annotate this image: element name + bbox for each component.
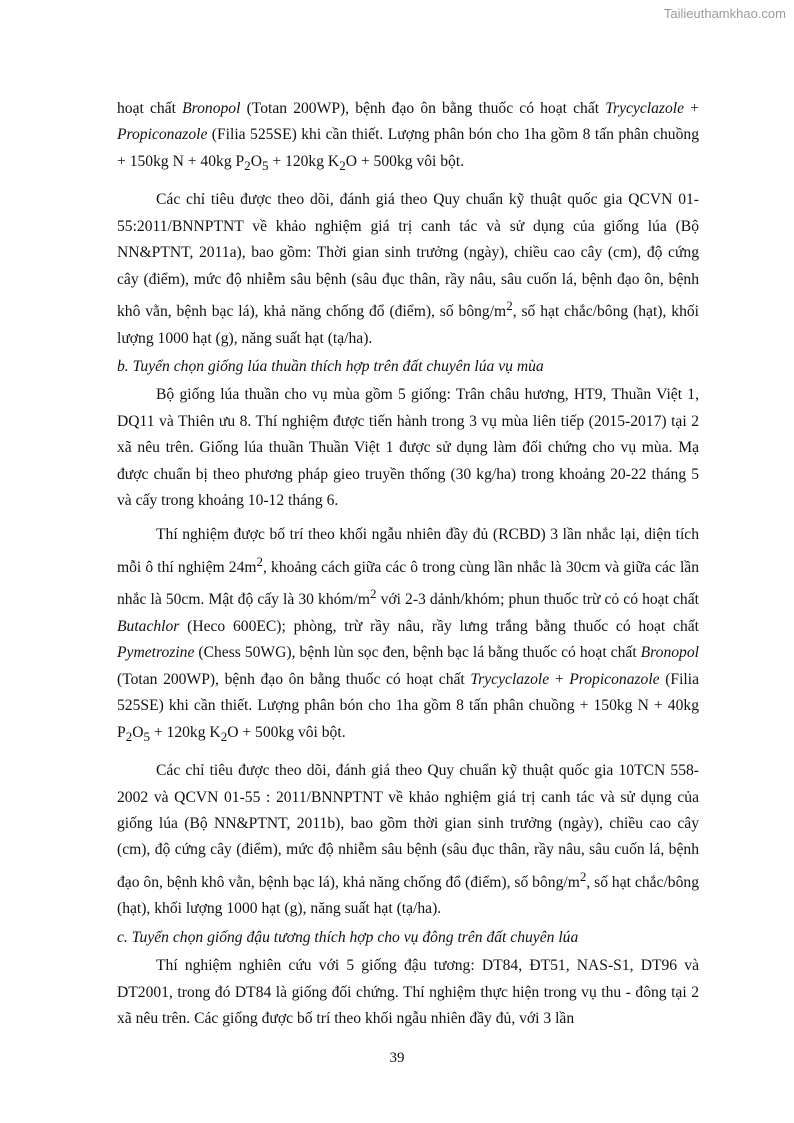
paragraph-soybean-c: Thí nghiệm nghiên cứu với 5 giống đậu tương: DT84, ĐT51, NAS-S1, DT96 và DT2001, trong đó DT84 là giống đối chứng. Thí nghiệm thực hiện trong vụ thu - đông tại 2 xã nêu trên. Các giống được bố trí theo khối ngẫu nhiên đầy đủ, với 3 lần [117, 957, 699, 1027]
page-number: 39 [389, 1050, 405, 1066]
paragraph-indicators-b: Các chỉ tiêu được theo dõi, đánh giá theo Quy chuẩn kỹ thuật quốc gia 10TCN 558-2002 và QCVN 01-55 : 2011/BNNPTNT về khảo nghiệm giá trị canh tác và sử dụng của giống lúa (Bộ NN&PTNT, 2011b), bao gồm thời gian sinh trưởng (ngày), chiều cao cây (cm), độ cứng cây (điểm), mức độ nhiễm sâu bệnh (sâu đục thân, rầy nâu, sâu cuốn lá, bệnh đạo ôn, bệnh khô vằn, bệnh bạc lá), khả năng chống đổ (điểm), số bông/$m^2$, số hạt chắc/bông (hạt), khối lượng 1000 hạt (g), năng suất hạt (tạ/ha). [117, 762, 699, 918]
watermark: Tailieuthamkhao.com [663, 6, 786, 21]
paragraph-continued-fertilizer: hoạt chất Bronopol (Totan 200WP), bệnh đạo ôn bằng thuốc có hoạt chất Trycyclazole + Propiconazole (Filia 525SE) khi cần thiết. Lượng phân bón cho 1ha gồm 8 tấn phân chuồng + 150kg N + 40kg $P_2O_5 + 120kg$ $K_2O + 500kg$ vôi bột. [117, 100, 699, 173]
paragraph-varieties-b: Bộ giống lúa thuần cho vụ mùa gồm 5 giống: Trân châu hương, HT9, Thuần Việt 1, DQ11 và Thiên ưu 8. Thí nghiệm được tiến hành trong 3 vụ mùa liên tiếp (2015-2017) tại 2 xã nêu trên. Giống lúa thuần Thuần Việt 1 được sử dụng làm đối chứng cho vụ mùa. Mạ được chuẩn bị theo phương pháp gieo truyền thống (30 kg/ha) trong khoảng 20-22 tháng 5 và cấy trong khoảng 10-12 tháng 6. [117, 386, 699, 509]
paragraph-layout-b: Thí nghiệm được bố trí theo khối ngẫu nhiên đầy đủ (RCBD) 3 lần nhắc lại, diện tích mỗi ô thí nghiệm $24m^2$, khoảng cách giữa các ô trong cùng lần nhắc là 30cm và giữa các lần nhắc là 50cm. Mật độ cấy là 30 khóm/$m^2$ với 2-3 dảnh/khóm; phun thuốc trừ cỏ có hoạt chất Butachlor (Heco 600EC); phòng, trừ rầy nâu, rầy lưng trắng bằng thuốc có hoạt chất Pymetrozine (Chess 50WG), bệnh lùn sọc đen, bệnh bạc lá bằng thuốc có hoạt chất Bronopol (Totan 200WP), bệnh đạo ôn bằng thuốc có hoạt chất Trycyclazole + Propiconazole (Filia 525SE) khi cần thiết. Lượng phân bón cho 1ha gồm 8 tấn phân chuồng + 150kg N + 40kg $P_2O_5 + 120kg$ $K_2O + 500kg$ vôi bột. [117, 526, 700, 744]
section-heading-b: b. Tuyển chọn giống lúa thuần thích hợp trên đất chuyên lúa vụ mùa [117, 357, 544, 375]
paragraph-indicators-a: Các chỉ tiêu được theo dõi, đánh giá theo Quy chuẩn kỹ thuật quốc gia QCVN 01-55:2011/BNNPTNT về khảo nghiệm giá trị canh tác và sử dụng của giống lúa (Bộ NN&PTNT, 2011a), bao gồm: Thời gian sinh trưởng (ngày), chiều cao cây (cm), độ cứng cây (điểm), mức độ nhiễm sâu bệnh (sâu đục thân, rầy nâu, sâu cuốn lá, bệnh đạo ôn, bệnh khô vằn, bệnh bạc lá), khả năng chống đổ (điểm), số bông/$m^2$, số hạt chắc/bông (hạt), khối lượng 1000 hạt (g), năng suất hạt (tạ/ha). [117, 191, 699, 347]
section-heading-c: c. Tuyển chọn giống đậu tương thích hợp cho vụ đông trên đất chuyên lúa [117, 928, 579, 946]
page-body [117, 96, 699, 1032]
